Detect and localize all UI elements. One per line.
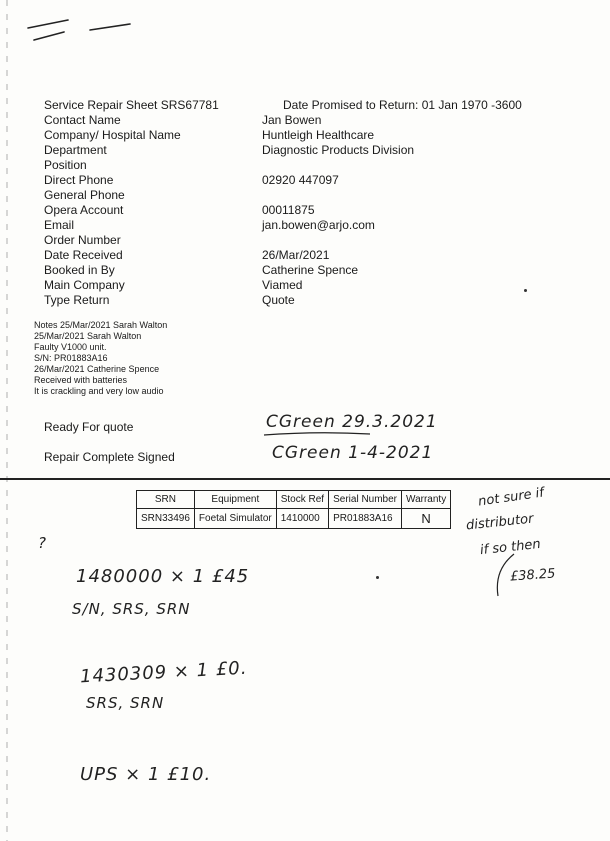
column-header: Stock Ref [276, 491, 328, 509]
field-row [44, 233, 564, 248]
column-header: Warranty [402, 491, 451, 509]
field-row [44, 128, 564, 143]
field-value: Viamed [262, 278, 303, 292]
ready-for-quote-label: Ready For quote [44, 420, 134, 434]
handwritten-line-3: UPS × 1 £10. [80, 764, 212, 785]
table-cell: N [402, 509, 451, 529]
field-row [44, 113, 564, 128]
sheet-title: Service Repair Sheet SRS67781 [44, 98, 219, 112]
note-line: 26/Mar/2021 Catherine Spence [34, 364, 160, 374]
field-label: General Phone [44, 188, 125, 202]
note-line: S/N: PR01883A16 [34, 353, 108, 363]
column-header: SRN [137, 491, 195, 509]
field-row [44, 188, 564, 203]
field-value: jan.bowen@arjo.com [262, 218, 375, 232]
field-row [44, 143, 564, 158]
field-label: Contact Name [44, 113, 121, 127]
handwritten-side-note-1: not sure if [477, 485, 545, 510]
handwritten-line-2: 1430309 × 1 £0. [79, 657, 248, 688]
field-value: Catherine Spence [262, 263, 359, 277]
field-label: Date Received [44, 248, 123, 262]
column-header: Serial Number [329, 491, 402, 509]
field-label: Email [44, 218, 75, 232]
field-label: Company/ Hospital Name [44, 128, 181, 142]
field-row [44, 248, 564, 263]
parts-table [136, 490, 451, 529]
table-cell: Foetal Simulator [194, 509, 276, 529]
field-label: Order Number [44, 233, 121, 247]
ready-signature: CGreen 29.3.2021 [266, 412, 438, 432]
field-row [44, 158, 564, 173]
field-row [44, 218, 564, 233]
field-value: Huntleigh Healthcare [262, 128, 375, 142]
field-row [44, 278, 564, 293]
field-value: 00011875 [262, 203, 315, 217]
table-cell: PR01883A16 [329, 509, 402, 529]
handwritten-line-2b: SRS, SRN [86, 694, 165, 712]
contact-fields [44, 113, 564, 308]
note-line: Received with batteries [34, 375, 128, 385]
field-row [44, 263, 564, 278]
field-value: Quote [262, 293, 295, 307]
note-line: Notes 25/Mar/2021 Sarah Walton [34, 320, 168, 330]
field-value [262, 233, 564, 248]
column-header: Equipment [194, 491, 276, 509]
top-scribble [20, 16, 140, 46]
field-label: Booked in By [44, 263, 115, 277]
handwritten-side-note-4: £38.25 [509, 566, 556, 585]
scan-edge [6, 0, 8, 841]
field-value: Diagnostic Products Division [262, 143, 415, 157]
stray-mark [524, 289, 527, 292]
field-row [44, 203, 564, 218]
handwritten-side-note-3: if so then [479, 536, 542, 559]
table-row [137, 509, 451, 529]
field-value [262, 188, 564, 203]
field-row [44, 293, 564, 308]
note-line: 25/Mar/2021 Sarah Walton [34, 331, 142, 341]
field-value: Jan Bowen [262, 113, 322, 127]
handwritten-question-mark: ? [38, 534, 47, 552]
field-label: Direct Phone [44, 173, 114, 187]
section-divider [0, 478, 610, 480]
table-cell: SRN33496 [137, 509, 195, 529]
note-line: It is crackling and very low audio [34, 386, 164, 396]
field-value: 26/Mar/2021 [262, 248, 330, 262]
stray-mark [376, 576, 379, 579]
table-header-row [137, 491, 451, 509]
field-value [262, 158, 564, 173]
complete-signature: CGreen 1-4-2021 [272, 443, 434, 463]
field-label: Opera Account [44, 203, 124, 217]
repair-complete-label: Repair Complete Signed [44, 450, 175, 464]
handwritten-line-1b: S/N, SRS, SRN [72, 600, 191, 618]
field-value: 02920 447097 [262, 173, 339, 187]
field-label: Position [44, 158, 87, 172]
field-label: Main Company [44, 278, 125, 292]
field-row [44, 173, 564, 188]
repair-notes [34, 320, 167, 397]
field-label: Type Return [44, 293, 110, 307]
handwritten-side-note-2: distributor [465, 511, 535, 534]
date-promised: Date Promised to Return: 01 Jan 1970 -3600 [283, 98, 522, 112]
handwritten-line-1: 1480000 × 1 £45 [76, 566, 250, 587]
field-label: Department [44, 143, 107, 157]
note-line: Faulty V1000 unit. [34, 342, 107, 352]
side-note-bracket [488, 550, 518, 600]
table-cell: 1410000 [276, 509, 328, 529]
signature-underline [262, 430, 372, 438]
